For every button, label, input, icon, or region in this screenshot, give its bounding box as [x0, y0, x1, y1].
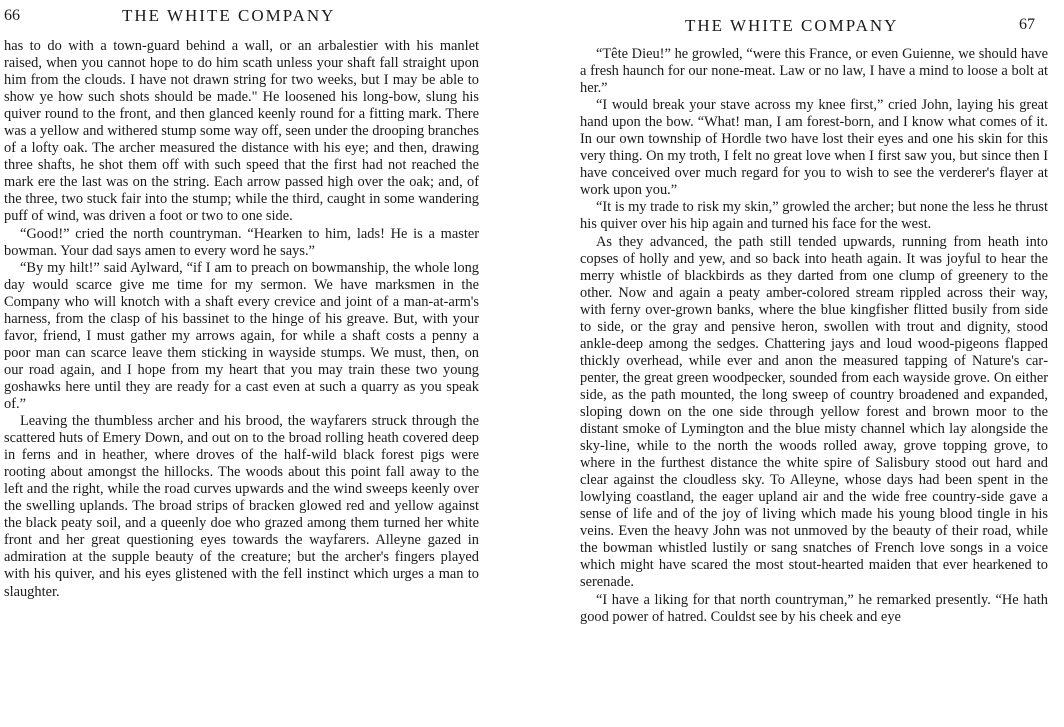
- left-paragraph-1: has to do with a town-guard behind a wall, or an arbalestier with his manlet raised, when you cannot hope to do him scath unless your shaft fall straight upon him from the clouds. I have not drawn string for two weeks, but I may be able to show ye how such shots should be made." He loosened his long-bow, slung his quiver round to the front, and then glanced keenly round for a fitting mark. There was a yellow and withered stump some way off, seen under the drooping branches of a lofty oak. The archer measured the distance with his eye; and then, drawing three shafts, he shot them off with such speed that the first had not reached the mark ere the last was on the string. Each arrow passed high over the oak; and, of the three, two stuck fair into the stump; while the third, caught in some wandering puff of wind, was driven a foot or two to one side.: [4, 38, 479, 225]
- right-paragraph-4: As they advanced, the path still tended upwards, running from heath into copses of holly and yew, and so back into heath again. It was joyful to hear the merry whistle of blackbirds as they darted from one clump of greenery to the other. Now and again a peaty amber-colored stream rippled across their way, with ferny over-grown banks, where the blue kingfisher flitted busily from side to side, or the gray and pensive heron, swollen with trout and dignity, stood ankle-deep among the sedges. Chattering jays and loud wood-pigeons flapped thickly overhead, while ever and anon the measured tapping of Nature's carpenter, the great green woodpecker, sounded from each wayside grove. On either side, as the path mounted, the long sweep of country broadened and expanded, sloping down on the one side through yellow forest and brown moor to the distant smoke of Lymington and the blue misty channel which lay alongside the sky-line, while to the north the woods rolled away, grove topping grove, to where in the furthest distance the white spire of Salisbury stood out hard and clear against the cloudless sky. To Alleyne, whose days had been spent in the lowlying coastland, the eager upland air and the wide free country-side gave a sense of life and of the joy of living which made his young blood tingle in his veins. Even the heavy John was not unmoved by the beauty of their road, while the bowman whistled lustily or sang snatches of French love songs in a voice which might have scared the most stout-hearted maiden that ever hearkened to serenade.: [580, 233, 1048, 591]
- left-running-head: THE WHITE COMPANY: [122, 6, 336, 25]
- right-paragraph-1: “Tête Dieu!” he growled, “were this France, or even Guienne, we should have a fresh haunch for our none-meat. Law or no law, I have a mind to loose a bolt at her.”: [580, 46, 1048, 97]
- right-running-head: THE WHITE COMPANY: [685, 16, 899, 35]
- right-paragraph-2: “I would break your stave across my knee first,” cried John, laying his great hand upon the bow. “What! man, I am forest-born, and I know what comes of it. In our own township of Hordle two have lost their eyes and one his skin for this very thing. On my troth, I felt no great love when I first saw you, but since then I have conceived over much regard for you to wish to see the verderer's flayer at work upon you.”: [580, 97, 1048, 199]
- right-paragraph-5: “I have a liking for that north countryman,” he remarked presently. “He hath good power of hatred. Couldst see by his cheek and eye: [580, 591, 1048, 625]
- left-paragraph-4: Leaving the thumbless archer and his brood, the wayfarers struck through the scattered huts of Emery Down, and out on to the broad rolling heath covered deep in ferns and in heather, where droves of the half-wild black forest pigs were rooting about amongst the hillocks. The woods about this point fall away to the left and the right, while the road curves upwards and the wind sweeps keenly over the swelling uplands. The broad strips of bracken glowed red and yellow against the black peaty soil, and a queenly doe who grazed among them turned her white front and her great questioning eyes towards the wayfarers. Alleyne gazed in admiration at the supple beauty of the creature; but the archer's fingers played with his quiver, and his eyes glistened with the fell instinct which urges a man to slaughter.: [4, 413, 479, 600]
- left-paragraph-3: “By my hilt!” said Aylward, “if I am to preach on bowmanship, the whole long day would scarce give me time for my sermon. We have marksmen in the Company who will knotch with a shaft every crevice and joint of a man-at-arm's harness, from the clasp of his bassinet to the hinge of his greave. But, with your favor, friend, I must gather my arrows again, for while a shaft costs a penny a poor man can scarce leave them sticking in wayside stumps. We must, then, on our road again, and I hope from my heart that you may train these two young goshawks here until they are ready for a cast even at such a quarry as you speak of.”: [4, 259, 479, 412]
- right-page-number: 67: [1019, 16, 1035, 33]
- right-paragraph-3: “It is my trade to risk my skin,” growled the archer; but none the less he thrust his quiver over his hip again and turned his face for the west.: [580, 199, 1048, 233]
- right-page-body: [580, 46, 1048, 626]
- left-page-body: [4, 38, 479, 601]
- left-paragraph-2: “Good!” cried the north countryman. “Hearken to him, lads! He is a master bowman. Your dad says amen to every word he says.”: [4, 225, 479, 259]
- left-page-number: 66: [4, 7, 20, 24]
